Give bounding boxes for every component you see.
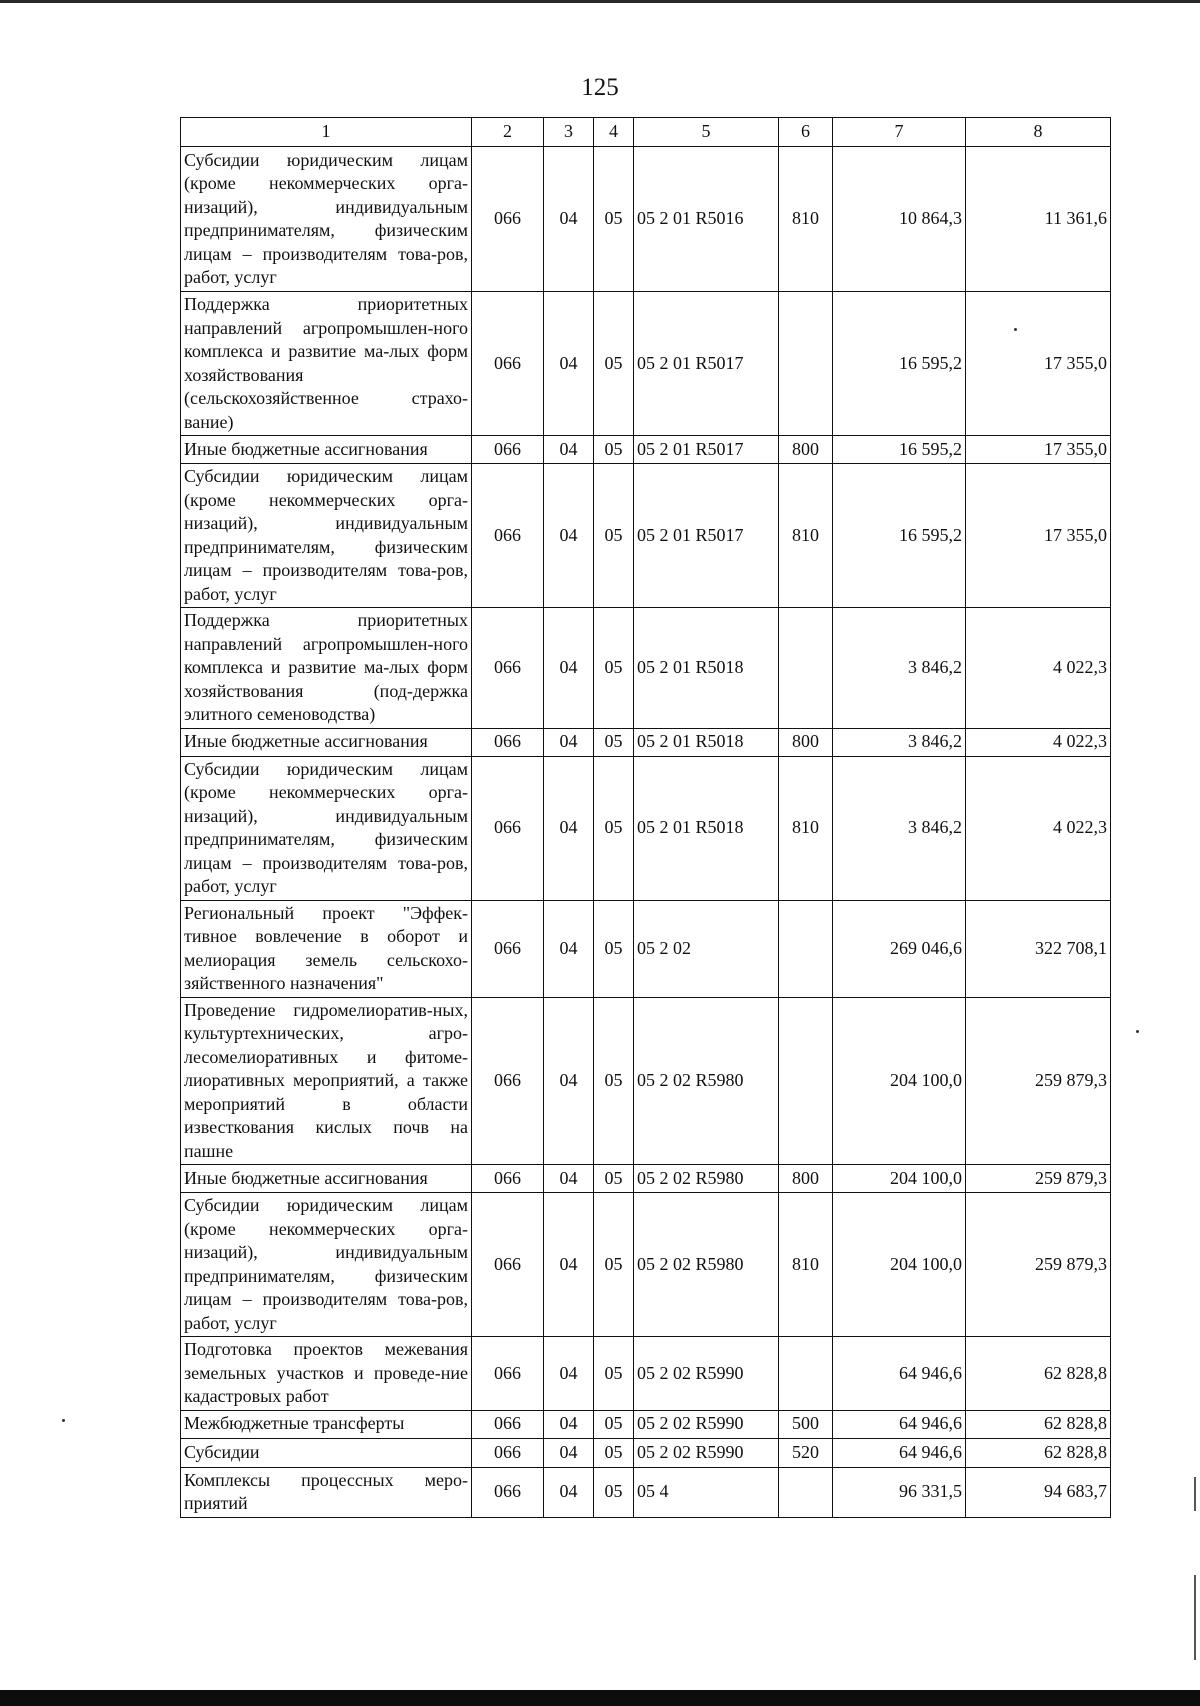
expense-type-code: 800 [779,1165,833,1193]
subsection-code: 05 [594,1438,634,1467]
section-code: 04 [544,1165,594,1193]
department-code: 066 [472,1410,544,1438]
subsection-code: 05 [594,728,634,756]
table-row [181,1165,1111,1193]
table-row [181,436,1111,464]
scan-top-border [0,0,1200,3]
table-row [181,997,1111,1165]
subsection-code: 05 [594,900,634,997]
table-row [181,1193,1111,1337]
amount-year-2: 17 355,0 [966,292,1111,436]
table-row [181,728,1111,756]
expense-type-code: 800 [779,728,833,756]
target-article-code: 05 4 [634,1467,779,1517]
amount-year-1: 3 846,2 [833,728,966,756]
expense-type-code [779,608,833,729]
amount-year-1: 16 595,2 [833,292,966,436]
subsection-code: 05 [594,464,634,608]
amount-year-2: 259 879,3 [966,1165,1111,1193]
department-code: 066 [472,728,544,756]
amount-year-1: 16 595,2 [833,464,966,608]
department-code: 066 [472,1438,544,1467]
expense-type-code [779,292,833,436]
table-row [181,292,1111,436]
subsection-code: 05 [594,147,634,292]
section-code: 04 [544,756,594,900]
expense-type-code [779,997,833,1165]
target-article-code: 05 2 02 R5990 [634,1410,779,1438]
table-row [181,1467,1111,1517]
department-code: 066 [472,608,544,729]
budget-table [180,117,1111,1518]
header-cell: 4 [594,118,634,147]
item-description: Субсидии юридическим лицам (кроме некоммерческих орга-низаций), индивидуальным предпринимателям, физическим лицам – производителям това-ров, работ, услуг [181,1193,472,1337]
department-code: 066 [472,1193,544,1337]
item-description: Поддержка приоритетных направлений агропромышлен-ного комплекса и развитие ма-лых форм хозяйствования (под-держка элитного семеноводства) [181,608,472,729]
section-code: 04 [544,464,594,608]
amount-year-1: 3 846,2 [833,756,966,900]
expense-type-code: 810 [779,756,833,900]
subsection-code: 05 [594,436,634,464]
department-code: 066 [472,1467,544,1517]
section-code: 04 [544,292,594,436]
target-article-code: 05 2 02 R5990 [634,1438,779,1467]
department-code: 066 [472,464,544,608]
expense-type-code: 810 [779,464,833,608]
header-cell: 7 [833,118,966,147]
target-article-code: 05 2 01 R5018 [634,756,779,900]
amount-year-2: 17 355,0 [966,436,1111,464]
amount-year-1: 269 046,6 [833,900,966,997]
amount-year-1: 64 946,6 [833,1438,966,1467]
target-article-code: 05 2 02 R5980 [634,1165,779,1193]
item-description: Иные бюджетные ассигнования [181,436,472,464]
scan-speck [1014,328,1017,331]
section-code: 04 [544,1438,594,1467]
amount-year-1: 3 846,2 [833,608,966,729]
amount-year-1: 204 100,0 [833,1193,966,1337]
target-article-code: 05 2 02 R5990 [634,1337,779,1411]
amount-year-2: 259 879,3 [966,997,1111,1165]
section-code: 04 [544,1337,594,1411]
scan-speck [62,1419,65,1422]
item-description: Субсидии юридическим лицам (кроме некоммерческих орга-низаций), индивидуальным предпринимателям, физическим лицам – производителям това-ров, работ, услуг [181,756,472,900]
amount-year-2: 322 708,1 [966,900,1111,997]
department-code: 066 [472,756,544,900]
amount-year-1: 64 946,6 [833,1337,966,1411]
item-description: Комплексы процессных меро-приятий [181,1467,472,1517]
subsection-code: 05 [594,1193,634,1337]
department-code: 066 [472,292,544,436]
item-description: Субсидии [181,1438,472,1467]
section-code: 04 [544,1193,594,1337]
scan-bottom-border [0,1690,1200,1706]
item-description: Иные бюджетные ассигнования [181,1165,472,1193]
scan-speck [1136,1030,1139,1033]
page-number: 125 [581,74,619,101]
section-code: 04 [544,900,594,997]
target-article-code: 05 2 01 R5017 [634,292,779,436]
department-code: 066 [472,1337,544,1411]
amount-year-2: 62 828,8 [966,1410,1111,1438]
amount-year-1: 96 331,5 [833,1467,966,1517]
subsection-code: 05 [594,1165,634,1193]
amount-year-2: 4 022,3 [966,608,1111,729]
item-description: Межбюджетные трансферты [181,1410,472,1438]
subsection-code: 05 [594,292,634,436]
section-code: 04 [544,997,594,1165]
expense-type-code: 500 [779,1410,833,1438]
section-code: 04 [544,147,594,292]
expense-type-code: 520 [779,1438,833,1467]
expense-type-code [779,900,833,997]
item-description: Субсидии юридическим лицам (кроме некоммерческих орга-низаций), индивидуальным предпринимателям, физическим лицам – производителям това-ров, работ, услуг [181,147,472,292]
expense-type-code: 810 [779,147,833,292]
department-code: 066 [472,997,544,1165]
target-article-code: 05 2 01 R5016 [634,147,779,292]
target-article-code: 05 2 01 R5018 [634,728,779,756]
subsection-code: 05 [594,1410,634,1438]
scan-edge-mark [1194,1477,1196,1511]
table-row [181,464,1111,608]
expense-type-code [779,1467,833,1517]
department-code: 066 [472,147,544,292]
target-article-code: 05 2 01 R5017 [634,436,779,464]
section-code: 04 [544,1467,594,1517]
item-description: Поддержка приоритетных направлений агропромышлен-ного комплекса и развитие ма-лых форм хозяйствования (сельскохозяйственное страхо-вание) [181,292,472,436]
subsection-code: 05 [594,1337,634,1411]
section-code: 04 [544,608,594,729]
amount-year-2: 62 828,8 [966,1438,1111,1467]
subsection-code: 05 [594,997,634,1165]
header-cell: 5 [634,118,779,147]
amount-year-1: 10 864,3 [833,147,966,292]
table-row [181,147,1111,292]
item-description: Иные бюджетные ассигнования [181,728,472,756]
target-article-code: 05 2 02 R5980 [634,1193,779,1337]
item-description: Подготовка проектов межевания земельных участков и проведе-ние кадастровых работ [181,1337,472,1411]
expense-type-code: 810 [779,1193,833,1337]
item-description: Субсидии юридическим лицам (кроме некоммерческих орга-низаций), индивидуальным предпринимателям, физическим лицам – производителям това-ров, работ, услуг [181,464,472,608]
table-row [181,608,1111,729]
header-cell: 2 [472,118,544,147]
section-code: 04 [544,728,594,756]
header-cell: 3 [544,118,594,147]
target-article-code: 05 2 01 R5018 [634,608,779,729]
amount-year-1: 204 100,0 [833,997,966,1165]
expense-type-code [779,1337,833,1411]
target-article-code: 05 2 01 R5017 [634,464,779,608]
table-row [181,756,1111,900]
department-code: 066 [472,900,544,997]
header-cell: 6 [779,118,833,147]
section-code: 04 [544,436,594,464]
header-cell: 1 [181,118,472,147]
item-description: Региональный проект "Эффек-тивное вовлечение в оборот и мелиорация земель сельскохо-зяйственного назначения" [181,900,472,997]
amount-year-1: 16 595,2 [833,436,966,464]
table-row [181,1438,1111,1467]
subsection-code: 05 [594,1467,634,1517]
budget-table-body [181,118,1111,1518]
amount-year-1: 64 946,6 [833,1410,966,1438]
section-code: 04 [544,1410,594,1438]
scan-edge-mark [1194,1575,1196,1660]
department-code: 066 [472,436,544,464]
header-cell: 8 [966,118,1111,147]
subsection-code: 05 [594,756,634,900]
target-article-code: 05 2 02 R5980 [634,997,779,1165]
item-description: Проведение гидромелиоратив-ных, культуртехнических, агро-лесомелиоративных и фитоме-лиоративных мероприятий, а также мероприятий в области известкования кислых почв на пашне [181,997,472,1165]
table-row [181,1337,1111,1411]
amount-year-2: 11 361,6 [966,147,1111,292]
amount-year-2: 62 828,8 [966,1337,1111,1411]
amount-year-2: 94 683,7 [966,1467,1111,1517]
amount-year-2: 259 879,3 [966,1193,1111,1337]
amount-year-1: 204 100,0 [833,1165,966,1193]
amount-year-2: 4 022,3 [966,756,1111,900]
header-row [181,118,1111,147]
amount-year-2: 17 355,0 [966,464,1111,608]
table-row [181,1410,1111,1438]
department-code: 066 [472,1165,544,1193]
subsection-code: 05 [594,608,634,729]
table-row [181,900,1111,997]
amount-year-2: 4 022,3 [966,728,1111,756]
expense-type-code: 800 [779,436,833,464]
target-article-code: 05 2 02 [634,900,779,997]
